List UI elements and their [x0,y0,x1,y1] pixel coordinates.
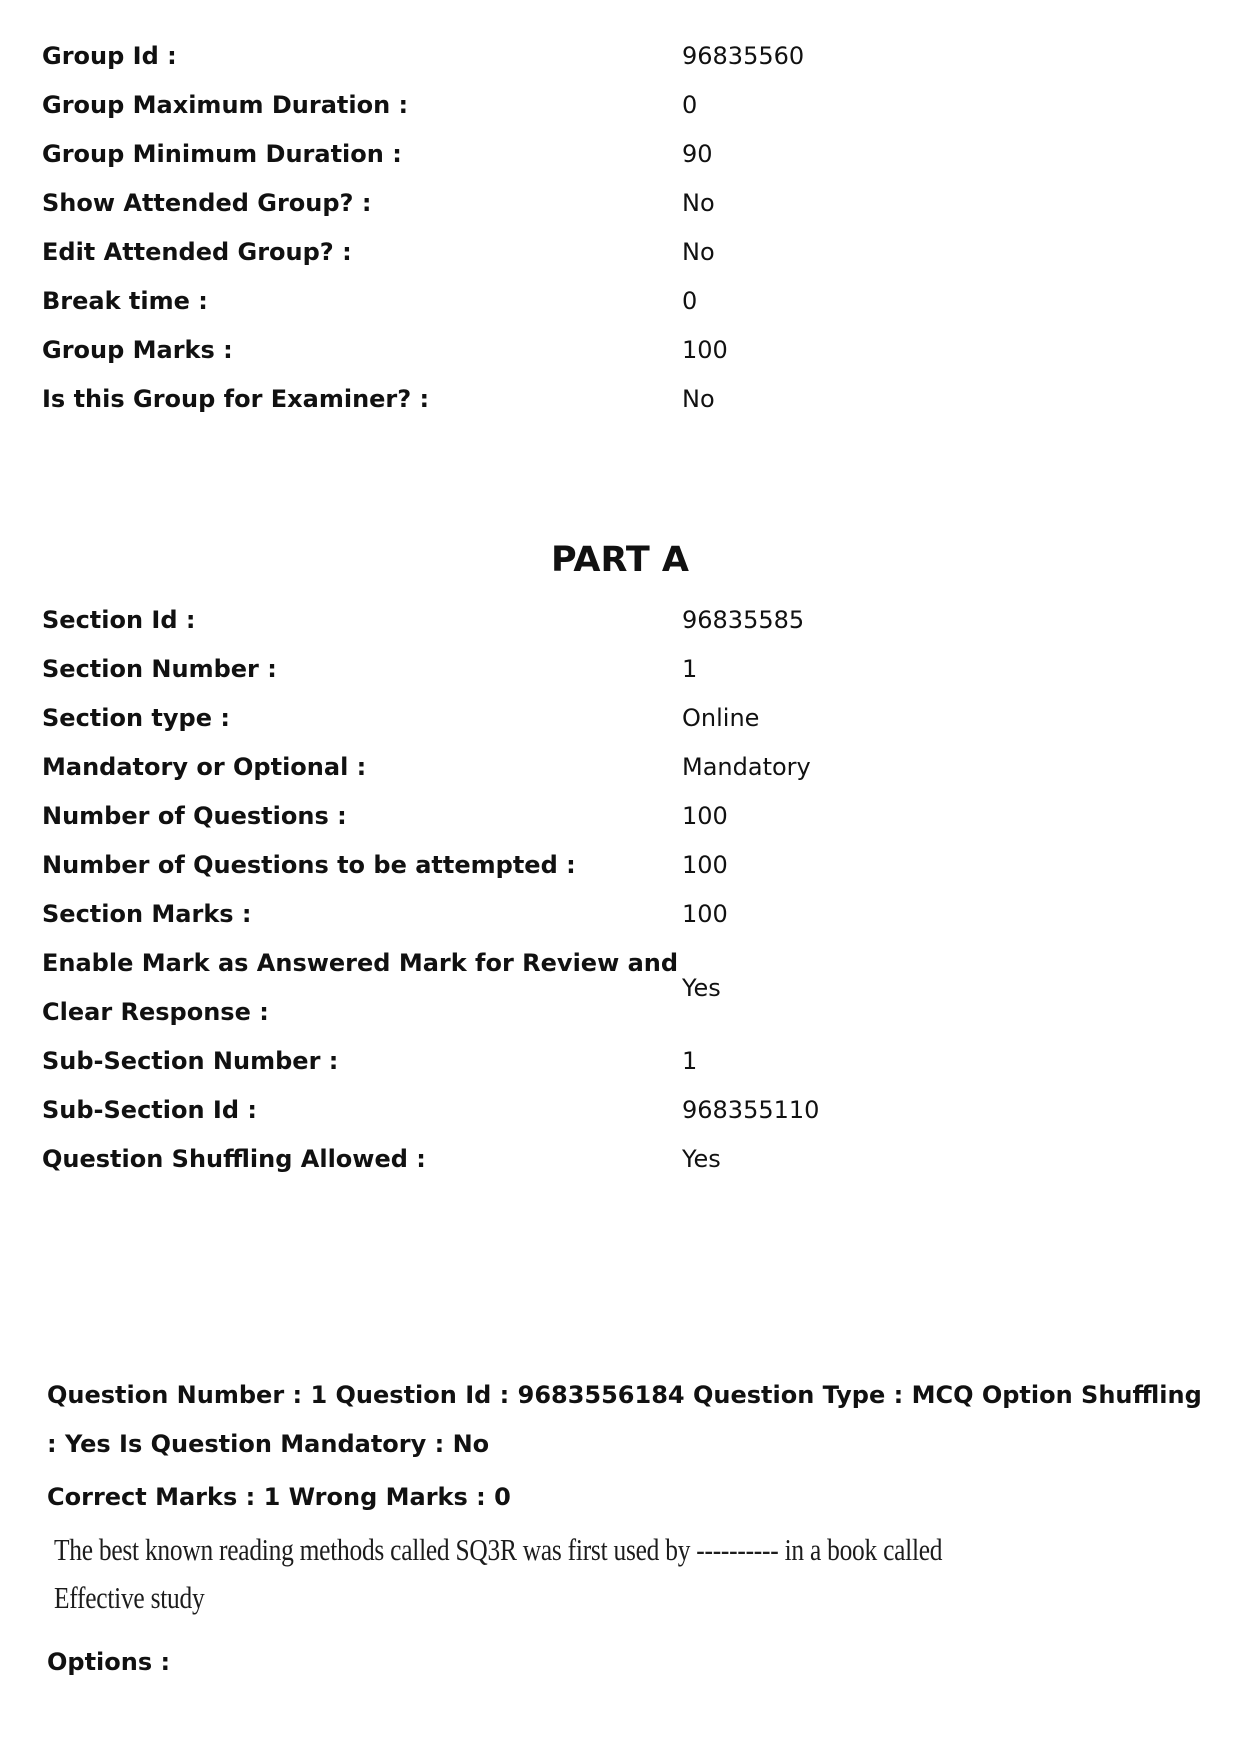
sub-section-number-row [42,1037,1192,1086]
section-type-row [42,694,1192,743]
group-for-examiner-label: Is this Group for Examiner? : [42,385,430,413]
question-marks: Correct Marks : 1 Wrong Marks : 0 [47,1483,511,1511]
enable-mark-answered-label [42,939,682,1037]
enable-mark-answered-value: Yes [682,973,721,1002]
mandatory-optional-row [42,743,1192,792]
group-for-examiner-row [42,375,1192,424]
group-max-duration-label: Group Maximum Duration : [42,91,409,119]
question-text-line-1: The best known reading methods called SQ3R was first used by ---------- in a book called [54,1532,943,1567]
number-of-questions-label: Number of Questions : [42,802,347,830]
section-number-value: 1 [682,655,698,683]
group-id-label: Group Id : [42,42,177,70]
group-marks-label: Group Marks : [42,336,233,364]
group-max-duration-row [42,81,1192,130]
section-type-label: Section type : [42,704,230,732]
break-time-value: 0 [682,287,698,315]
section-id-value: 96835585 [682,606,805,634]
sub-section-id-value: 968355110 [682,1096,820,1124]
show-attended-group-row [42,179,1192,228]
options-label: Options : [47,1648,171,1676]
question-shuffling-label: Question Shuffling Allowed : [42,1145,426,1173]
group-details-table [42,32,1192,424]
question-text-image [54,1526,943,1622]
sub-section-number-value: 1 [682,1047,698,1075]
section-marks-value: 100 [682,900,728,928]
section-number-label: Section Number : [42,655,277,683]
question-text-line-2: Effective study [54,1580,205,1615]
part-heading: PART A [550,540,690,580]
sub-section-number-label: Sub-Section Number : [42,1047,339,1075]
questions-to-attempt-label: Number of Questions to be attempted : [42,851,576,879]
sub-section-id-label: Sub-Section Id : [42,1096,257,1124]
show-attended-group-value: No [682,189,715,217]
group-max-duration-value: 0 [682,91,698,119]
group-min-duration-label: Group Minimum Duration : [42,140,402,168]
edit-attended-group-label: Edit Attended Group? : [42,238,352,266]
group-marks-row [42,326,1192,375]
group-id-row [42,32,1192,81]
section-marks-row [42,890,1192,939]
edit-attended-group-value: No [682,238,715,266]
question-header: Question Number : 1 Question Id : 9683556184 Question Type : MCQ Option Shuffling : Yes Is Question Mandatory : No [47,1381,1202,1458]
section-details-table [42,596,1192,1184]
group-for-examiner-value: No [682,385,715,413]
sub-section-id-row [42,1086,1192,1135]
group-min-duration-value: 90 [682,140,713,168]
break-time-label: Break time : [42,287,208,315]
enable-mark-answered-row [42,939,1192,1037]
group-marks-value: 100 [682,336,728,364]
mandatory-optional-value: Mandatory [682,753,811,781]
group-id-value: 96835560 [682,42,805,70]
edit-attended-group-row [42,228,1192,277]
section-marks-label: Section Marks : [42,900,252,928]
mandatory-optional-label: Mandatory or Optional : [42,753,367,781]
section-number-row [42,645,1192,694]
section-id-row [42,596,1192,645]
enable-mark-answered-label-line2: Clear Response : [42,998,269,1026]
number-of-questions-row [42,792,1192,841]
questions-to-attempt-value: 100 [682,851,728,879]
show-attended-group-label: Show Attended Group? : [42,189,372,217]
question-shuffling-row [42,1135,1192,1184]
number-of-questions-value: 100 [682,802,728,830]
enable-mark-answered-label-line1: Enable Mark as Answered Mark for Review and [42,949,679,977]
question-shuffling-value: Yes [682,1145,721,1173]
group-min-duration-row [42,130,1192,179]
questions-to-attempt-row [42,841,1192,890]
section-type-value: Online [682,704,760,732]
section-id-label: Section Id : [42,606,196,634]
break-time-row [42,277,1192,326]
